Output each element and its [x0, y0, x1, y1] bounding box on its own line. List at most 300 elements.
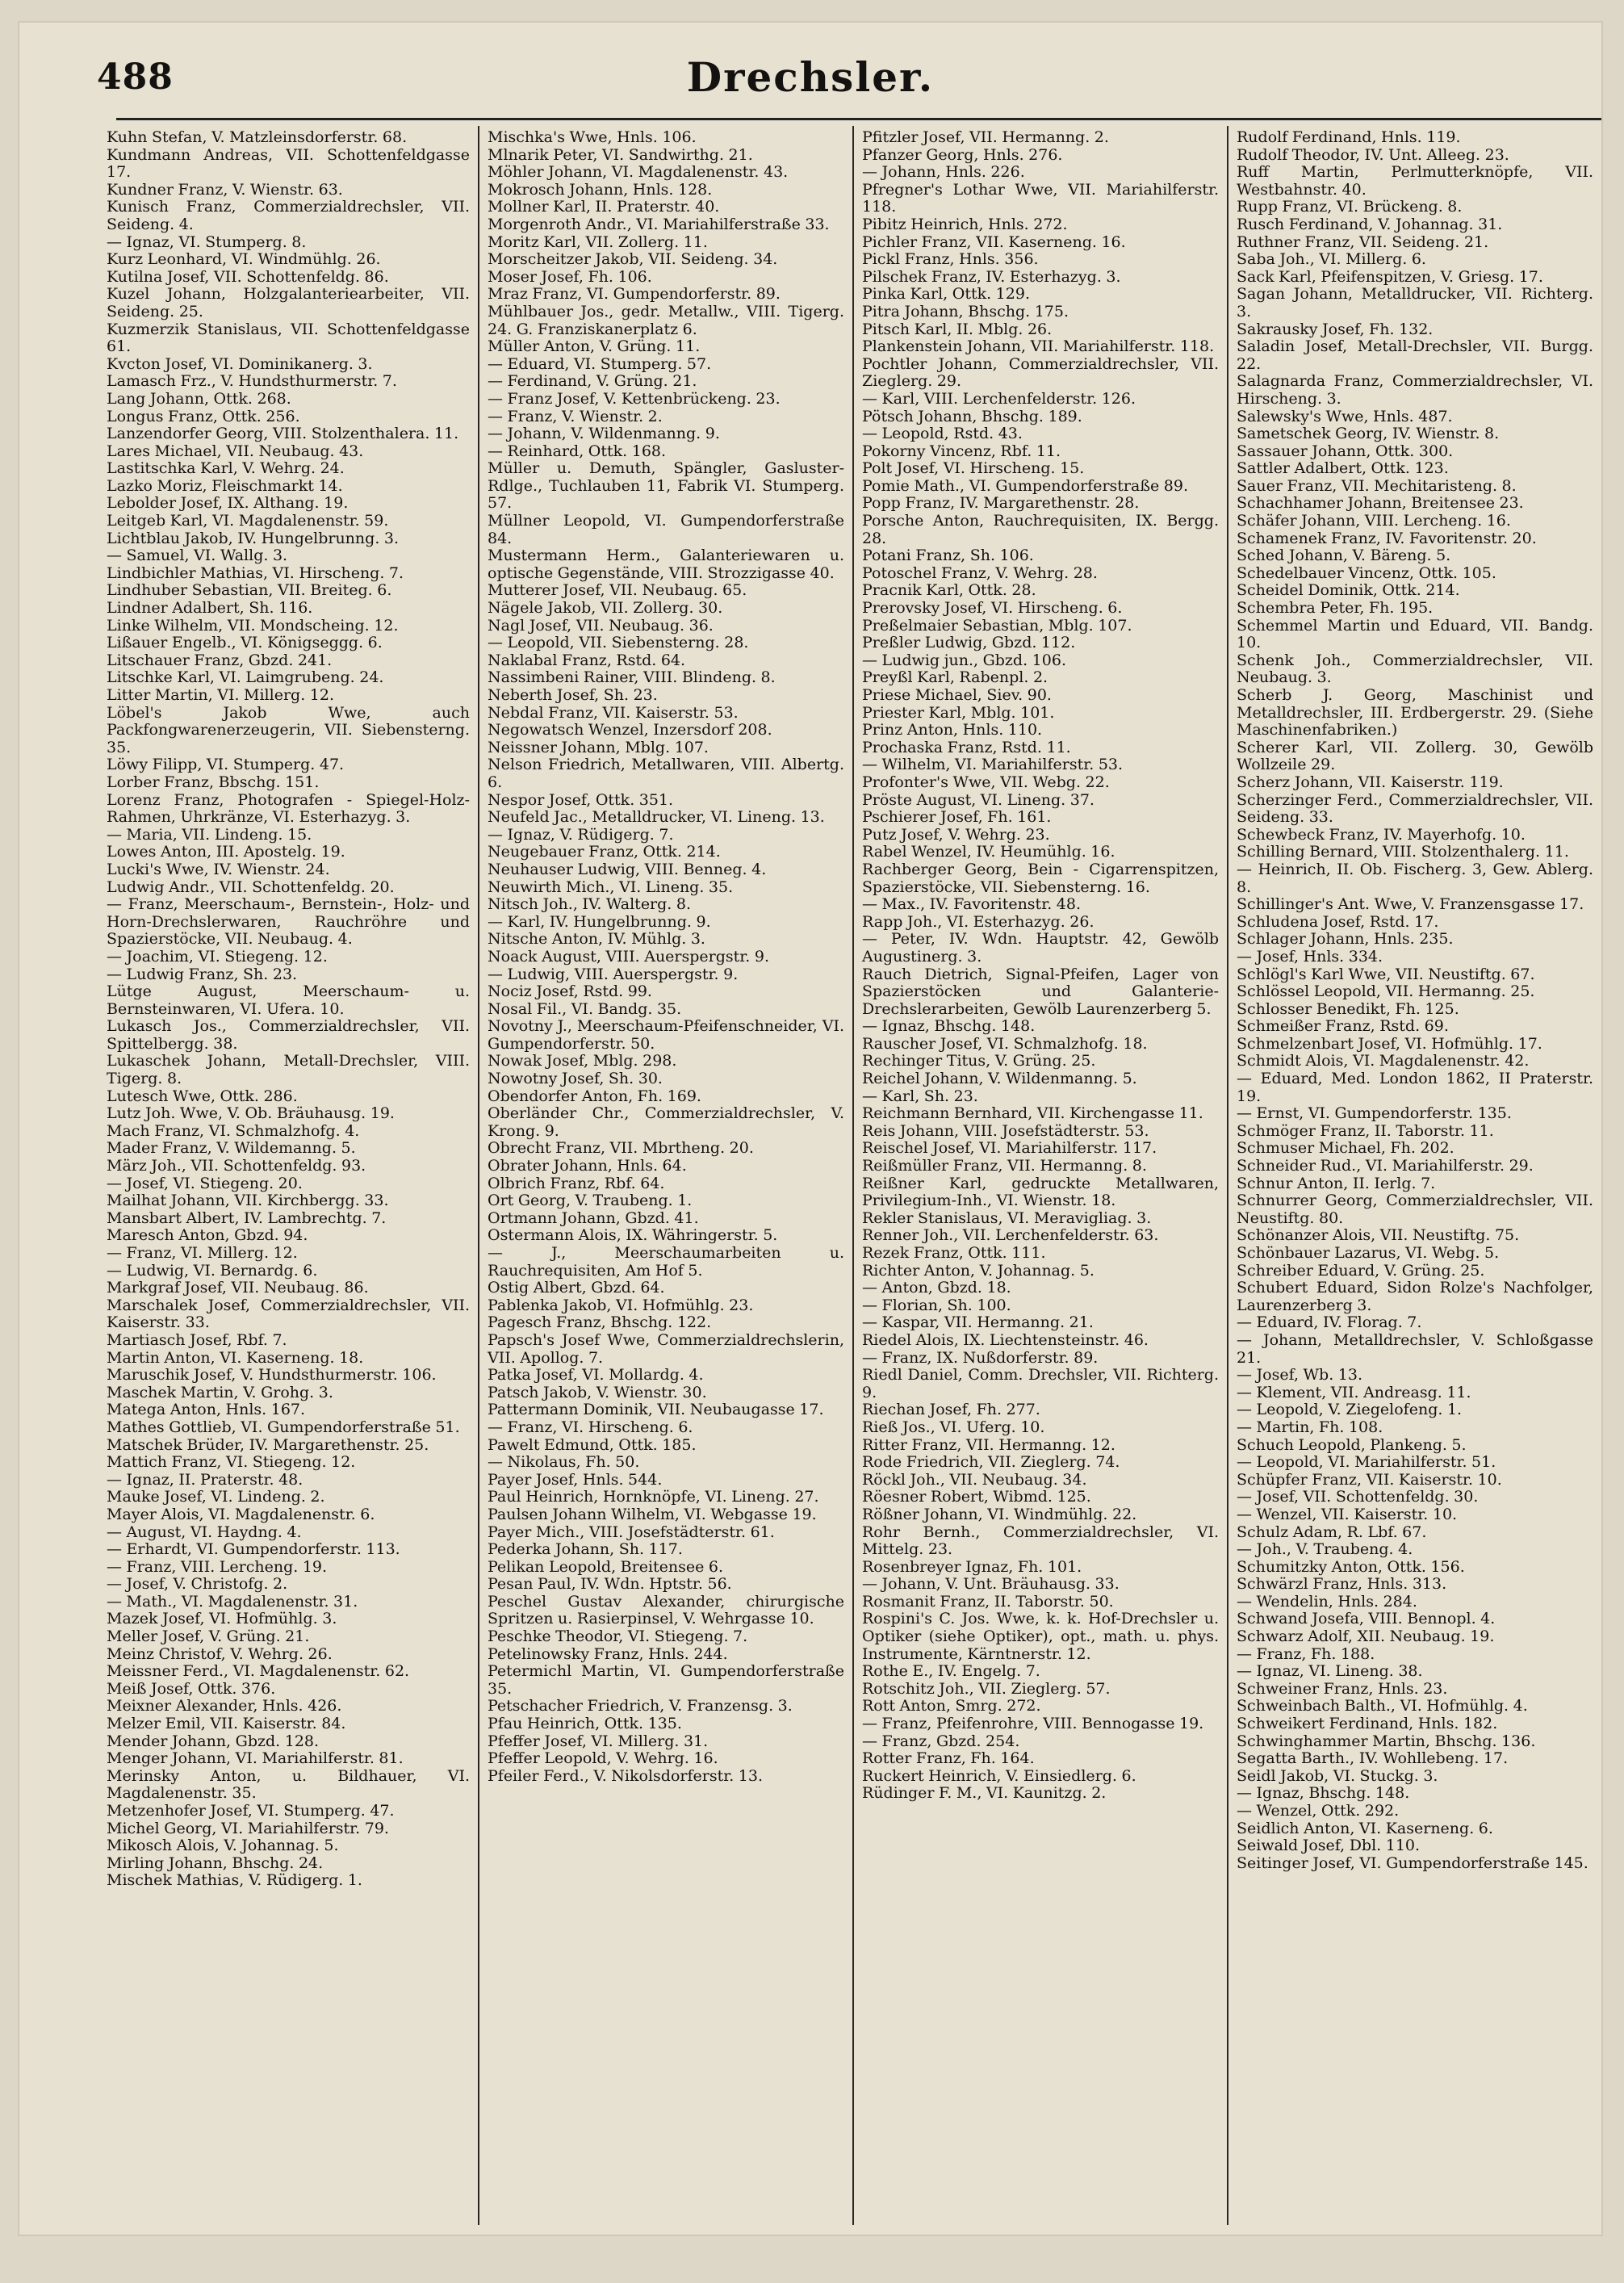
directory-entry: Kutilna Josef, VII. Schottenfeldg. 86.: [107, 267, 389, 286]
directory-entry: — Ludwig jun., Gbzd. 106.: [862, 651, 1066, 669]
directory-entry: — Josef, VII. Schottenfeldg. 30.: [1237, 1488, 1479, 1506]
directory-entry: Pschierer Josef, Fh. 161.: [862, 808, 1052, 827]
directory-entry: — Samuel, VI. Wallg. 3.: [107, 547, 288, 565]
directory-entry: Lang Johann, Ottk. 268.: [107, 389, 291, 408]
directory-entry: Peschke Theodor, VI. Stiegeng. 7.: [488, 1627, 748, 1646]
directory-entry: Mokrosch Johann, Hnls. 128.: [488, 180, 713, 199]
directory-entry: Martiasch Josef, Rbf. 7.: [107, 1330, 287, 1349]
directory-entry: Lütge August, Meerschaum- u. Bernsteinwaren, VI. Ufera. 10.: [107, 982, 470, 1018]
directory-entry: Pelikan Leopold, Breitensee 6.: [488, 1557, 724, 1576]
directory-entry: Schüpfer Franz, VII. Kaiserstr. 10.: [1237, 1470, 1502, 1489]
directory-entry: Pagesch Franz, Bhschg. 122.: [488, 1313, 712, 1332]
directory-entry: Rudolf Theodor, IV. Unt. Alleeg. 23.: [1237, 145, 1509, 164]
directory-entry: Rekler Stanislaus, VI. Meravigliag. 3.: [862, 1209, 1152, 1227]
directory-entry: — Ignaz, V. Rüdigerg. 7.: [488, 825, 674, 844]
directory-entry: Schwinghammer Martin, Bhschg. 136.: [1237, 1732, 1536, 1750]
directory-entry: Meixner Alexander, Hnls. 426.: [107, 1697, 342, 1715]
directory-entry: — Kaspar, VII. Hermanng. 21.: [862, 1313, 1094, 1332]
directory-entry: Kunisch Franz, Commerzialdrechsler, VII. Seideng. 4.: [107, 198, 470, 233]
directory-entry: — Leopold, Rstd. 43.: [862, 425, 1023, 443]
directory-entry: Schweinbach Balth., VI. Hofmühlg. 4.: [1237, 1697, 1528, 1715]
directory-entry: Pötsch Johann, Bhschg. 189.: [862, 407, 1082, 425]
directory-entry: Salagnarda Franz, Commerzialdrechsler, VI. Hirscheng. 3.: [1237, 372, 1593, 408]
directory-entry: Kundmann Andreas, VII. Schottenfeldgasse 17.: [107, 145, 470, 182]
directory-entry: Pfeiler Ferd., V. Nikolsdorferstr. 13.: [488, 1766, 764, 1785]
directory-entry: Sagan Johann, Metalldrucker, VII. Richterg. 3.: [1237, 285, 1593, 320]
directory-entry: Mader Franz, V. Wildemanng. 5.: [107, 1139, 356, 1158]
directory-entry: Pomie Math., VI. Gumpendorferstraße 89.: [862, 476, 1189, 495]
directory-entry: Peschel Gustav Alexander, chirurgische Spritzen u. Rasierpinsel, V. Wehrgasse 10.: [488, 1592, 844, 1628]
directory-entry: Patka Josef, VI. Mollardg. 4.: [488, 1366, 704, 1384]
directory-entry: Mailhat Johann, VII. Kirchbergg. 33.: [107, 1192, 389, 1210]
directory-entry: Nitsche Anton, IV. Mühlg. 3.: [488, 930, 705, 949]
directory-entry: Schmuser Michael, Fh. 202.: [1237, 1139, 1454, 1158]
directory-entry: Obrecht Franz, VII. Mbrtheng. 20.: [488, 1139, 754, 1158]
directory-entry: Moritz Karl, VII. Zollerg. 11.: [488, 232, 708, 251]
directory-entry: — Eduard, IV. Florag. 7.: [1237, 1313, 1422, 1332]
directory-entry: Neufeld Jac., Metalldrucker, VI. Lineng. 13.: [488, 808, 825, 827]
directory-entry: Rapp Joh., VI. Esterhazyg. 26.: [862, 912, 1095, 931]
directory-entry: — Joh., V. Traubeng. 4.: [1237, 1540, 1413, 1559]
directory-entry: Nagl Josef, VII. Neubaug. 36.: [488, 616, 714, 635]
directory-entry: Schwand Josefa, VIII. Bennopl. 4.: [1237, 1610, 1496, 1628]
directory-entry: Meinz Christof, V. Wehrg. 26.: [107, 1644, 333, 1663]
directory-entry: Rieß Jos., VI. Uferg. 10.: [862, 1418, 1045, 1436]
directory-entry: Noack August, VIII. Auerspergstr. 9.: [488, 947, 769, 966]
directory-entry: — Leopold, VII. Siebensterng. 28.: [488, 634, 749, 652]
directory-entry: Mender Johann, Gbzd. 128.: [107, 1732, 320, 1750]
directory-entry: Naklabal Franz, Rstd. 64.: [488, 651, 686, 669]
directory-entry: Mathes Gottlieb, VI. Gumpendorferstraße 51.: [107, 1418, 460, 1436]
directory-entry: — Eduard, Med. London 1862, II Praterstr. 19.: [1237, 1070, 1593, 1105]
directory-entry: Mraz Franz, VI. Gumpendorferstr. 89.: [488, 285, 781, 304]
directory-entry: Nociz Josef, Rstd. 99.: [488, 982, 652, 1001]
directory-entry: Scherzinger Ferd., Commerzialdrechsler, VII. Seideng. 33.: [1237, 790, 1593, 827]
directory-entry: Lindhuber Sebastian, VII. Breiteg. 6.: [107, 581, 392, 600]
directory-entry: Lamasch Frz., V. Hundsthurmerstr. 7.: [107, 372, 397, 391]
directory-entry: Schmöger Franz, II. Taborstr. 11.: [1237, 1121, 1494, 1140]
directory-entry: — Franz, VI. Hirscheng. 6.: [488, 1418, 693, 1436]
directory-entry: Sassauer Johann, Ottk. 300.: [1237, 442, 1454, 460]
directory-entry: Möhler Johann, VI. Magdalenenstr. 43.: [488, 163, 789, 182]
directory-entry: Martin Anton, VI. Kaserneng. 18.: [107, 1348, 364, 1367]
directory-entry: Mischka's Wwe, Hnls. 106.: [488, 128, 697, 146]
directory-entry: — Franz, VIII. Lercheng. 19.: [107, 1557, 328, 1576]
directory-page: [19, 23, 1601, 2235]
directory-entry: — Franz, Meerschaum-, Bernstein-, Holz- und Horn-Drechslerwaren, Rauchröhre und Spazierstöcke, VII. Neubaug. 4.: [107, 895, 470, 949]
directory-entry: Scheidel Dominik, Ottk. 214.: [1237, 581, 1460, 600]
directory-entry: Seidlich Anton, VI. Kaserneng. 6.: [1237, 1819, 1493, 1837]
directory-entry: Lastitschka Karl, V. Wehrg. 24.: [107, 459, 345, 478]
directory-entry: Ostermann Alois, IX. Währingerstr. 5.: [488, 1226, 778, 1245]
directory-entry: Petermichl Martin, VI. Gumpendorferstraße 35.: [488, 1662, 844, 1698]
directory-entry: Ruff Martin, Perlmutterknöpfe, VII. Westbahnstr. 40.: [1237, 163, 1593, 199]
directory-entry: Kundner Franz, V. Wienstr. 63.: [107, 180, 343, 199]
directory-entry: Schamenek Franz, IV. Favoritenstr. 20.: [1237, 529, 1537, 547]
directory-entry: Mlnarik Peter, VI. Sandwirthg. 21.: [488, 145, 753, 164]
directory-entry: Rospini's C. Jos. Wwe, k. k. Hof-Drechsler u. Optiker (siehe Optiker), opt., math. u. phys. Instrumente, Kärntnerstr. 12.: [862, 1610, 1219, 1663]
directory-entry: Neugebauer Franz, Ottk. 214.: [488, 843, 721, 861]
directory-entry: — Franz, Pfeifenrohre, VIII. Bennogasse 19.: [862, 1715, 1204, 1733]
directory-entry: — Franz, IX. Nußdorferstr. 89.: [862, 1348, 1099, 1367]
directory-entry: Preßelmaier Sebastian, Mblg. 107.: [862, 616, 1132, 635]
directory-entry: Ostig Albert, Gbzd. 64.: [488, 1279, 665, 1297]
directory-entry: Schmidt Alois, VI. Magdalenenstr. 42.: [1237, 1052, 1530, 1070]
directory-entry: Putz Josef, V. Wehrg. 23.: [862, 825, 1050, 844]
directory-entry: Seiwald Josef, Dbl. 110.: [1237, 1837, 1421, 1855]
directory-entry: Neberth Josef, Sh. 23.: [488, 686, 658, 704]
directory-entry: Kurz Leonhard, VI. Windmühlg. 26.: [107, 250, 381, 269]
directory-entry: Sametschek Georg, IV. Wienstr. 8.: [1237, 425, 1500, 443]
directory-entry: — Joachim, VI. Stiegeng. 12.: [107, 947, 328, 966]
directory-entry: Ort Georg, V. Traubeng. 1.: [488, 1192, 693, 1210]
directory-entry: — Wenzel, Ottk. 292.: [1237, 1802, 1400, 1820]
directory-entry: Kuzmerzik Stanislaus, VII. Schottenfeldgasse 61.: [107, 320, 470, 356]
directory-entry: Lorber Franz, Bbschg. 151.: [107, 773, 320, 791]
directory-entry: — Math., VI. Magdalenenstr. 31.: [107, 1592, 358, 1611]
directory-entry: Longus Franz, Ottk. 256.: [107, 407, 300, 425]
directory-entry: Schillinger's Ant. Wwe, V. Franzensgasse 17.: [1237, 895, 1584, 914]
directory-entry: Pablenka Jakob, VI. Hofmühlg. 23.: [488, 1296, 754, 1314]
directory-entry: Schönbauer Lazarus, VI. Webg. 5.: [1237, 1244, 1500, 1262]
directory-entry: Menger Johann, VI. Mariahilferstr. 81.: [107, 1749, 404, 1768]
directory-entry: Rudolf Ferdinand, Hnls. 119.: [1237, 128, 1461, 146]
directory-entry: — Anton, Gbzd. 18.: [862, 1279, 1011, 1297]
directory-entry: Pochtler Johann, Commerzialdrechsler, VII. Zieglerg. 29.: [862, 354, 1219, 391]
column-1: [103, 126, 478, 2225]
page-title: Drechsler.: [686, 53, 935, 101]
directory-entry: Nebdal Franz, VII. Kaiserstr. 53.: [488, 703, 739, 722]
directory-entry: Mach Franz, VI. Schmalzhofg. 4.: [107, 1121, 360, 1140]
directory-entry: Pederka Johann, Sh. 117.: [488, 1540, 683, 1559]
directory-entry: Seidl Jakob, VI. Stuckg. 3.: [1237, 1766, 1438, 1785]
directory-entry: Matega Anton, Hnls. 167.: [107, 1401, 306, 1419]
directory-entry: — Wilhelm, VI. Mariahilferstr. 53.: [862, 756, 1124, 774]
directory-entry: Schuch Leopold, Plankeng. 5.: [1237, 1435, 1467, 1454]
directory-entry: Lucki's Wwe, IV. Wienstr. 24.: [107, 860, 330, 878]
directory-entry: Litter Martin, VI. Millerg. 12.: [107, 686, 334, 704]
directory-entry: Pitra Johann, Bhschg. 175.: [862, 302, 1069, 320]
directory-entry: Sattler Adalbert, Ottk. 123.: [1237, 459, 1449, 478]
directory-entry: — Reinhard, Ottk. 168.: [488, 442, 667, 460]
column-3: [852, 126, 1227, 2225]
directory-entry: Pawelt Edmund, Ottk. 185.: [488, 1435, 697, 1454]
directory-entry: — Franz, Gbzd. 254.: [862, 1732, 1020, 1750]
directory-entry: Prerovsky Josef, VI. Hirscheng. 6.: [862, 599, 1123, 618]
directory-entry: Neuwirth Mich., VI. Lineng. 35.: [488, 878, 734, 896]
directory-entry: Sched Johann, V. Bäreng. 5.: [1237, 547, 1451, 565]
directory-entry: Nelson Friedrich, Metallwaren, VIII. Albertg. 6.: [488, 756, 844, 791]
directory-entry: Olbrich Franz, Rbf. 64.: [488, 1174, 665, 1192]
directory-entry: Pesan Paul, IV. Wdn. Hptstr. 56.: [488, 1575, 732, 1594]
directory-entry: Löwy Filipp, VI. Stumperg. 47.: [107, 756, 345, 774]
directory-entry: — Klement, VII. Andreasg. 11.: [1237, 1383, 1471, 1401]
directory-entry: Lanzendorfer Georg, VIII. Stolzenthalera. 11.: [107, 425, 459, 443]
directory-entry: — Ignaz, VI. Stumperg. 8.: [107, 232, 307, 251]
directory-entry: — August, VI. Haydng. 4.: [107, 1523, 302, 1541]
directory-entry: Mansbart Albert, IV. Lambrechtg. 7.: [107, 1209, 387, 1227]
directory-entry: — Nikolaus, Fh. 50.: [488, 1453, 640, 1472]
directory-entry: Litschke Karl, VI. Laimgrubeng. 24.: [107, 668, 384, 687]
directory-entry: Schulz Adam, R. Lbf. 67.: [1237, 1523, 1427, 1541]
directory-entry: Schlössel Leopold, VII. Hermanng. 25.: [1237, 982, 1535, 1001]
directory-entry: Rusch Ferdinand, V. Johannag. 31.: [1237, 215, 1503, 233]
directory-entry: Scherb J. Georg, Maschinist und Metalldrechsler, III. Erdbergerstr. 29. (Siehe Maschinenfabriken.): [1237, 686, 1593, 739]
directory-entry: — Franz, Fh. 188.: [1237, 1644, 1375, 1663]
directory-entry: Rosmanit Franz, II. Taborstr. 50.: [862, 1592, 1114, 1611]
directory-entry: Kuhn Stefan, V. Matzleinsdorferstr. 68.: [107, 128, 408, 146]
directory-entry: Schludena Josef, Rstd. 17.: [1237, 912, 1439, 931]
directory-entry: Maschek Martin, V. Grohg. 3.: [107, 1383, 333, 1401]
directory-entry: — Johann, V. Wildenmanng. 9.: [488, 425, 720, 443]
directory-entry: — Ferdinand, V. Grüng. 21.: [488, 372, 697, 391]
directory-entry: Lutz Joh. Wwe, V. Ob. Bräuhausg. 19.: [107, 1104, 395, 1123]
directory-entry: — Erhardt, VI. Gumpendorferstr. 113.: [107, 1540, 400, 1559]
directory-entry: Neuhauser Ludwig, VIII. Benneg. 4.: [488, 860, 767, 878]
directory-entry: Pattermann Dominik, VII. Neubaugasse 17.: [488, 1401, 824, 1419]
directory-entry: — Johann, Metalldrechsler, V. Schloßgasse 21.: [1237, 1330, 1593, 1367]
directory-entry: — Ludwig, VI. Bernardg. 6.: [107, 1261, 318, 1280]
directory-entry: Payer Mich., VIII. Josefstädterstr. 61.: [488, 1523, 775, 1541]
directory-entry: Rachberger Georg, Bein - Cigarrenspitzen, Spazierstöcke, VII. Siebensterng. 16.: [862, 860, 1219, 896]
directory-entry: — Franz, V. Wienstr. 2.: [488, 407, 663, 425]
directory-entry: Reischel Josef, VI. Mariahilferstr. 117.: [862, 1139, 1157, 1158]
directory-entry: Sack Karl, Pfeifenspitzen, V. Griesg. 17.: [1237, 267, 1543, 286]
directory-entry: — Josef, Wb. 13.: [1237, 1366, 1363, 1384]
directory-entry: Lindner Adalbert, Sh. 116.: [107, 599, 313, 618]
directory-entry: Saladin Josef, Metall-Drechsler, VII. Burgg. 22.: [1237, 337, 1593, 373]
directory-entry: — Maria, VII. Lindeng. 15.: [107, 825, 312, 844]
directory-entry: Schemmel Martin und Eduard, VII. Bandg. 10.: [1237, 616, 1593, 652]
directory-entry: Lißauer Engelb., VI. Königseggg. 6.: [107, 634, 383, 652]
directory-entry: Rauscher Josef, VI. Schmalzhofg. 18.: [862, 1034, 1148, 1053]
directory-entry: Ritter Franz, VII. Hermanng. 12.: [862, 1435, 1115, 1454]
directory-entry: Plankenstein Johann, VII. Mariahilferstr. 118.: [862, 337, 1215, 356]
directory-entry: Papsch's Josef Wwe, Commerzialdrechslerin, VII. Apollog. 7.: [488, 1330, 844, 1367]
directory-entry: Lebolder Josef, IX. Althang. 19.: [107, 494, 349, 513]
directory-entry: Reichel Johann, V. Wildenmanng. 5.: [862, 1070, 1137, 1088]
directory-entry: — Martin, Fh. 108.: [1237, 1418, 1383, 1436]
directory-entry: Rüdinger F. M., VI. Kaunitzg. 2.: [862, 1784, 1107, 1803]
directory-entry: Schweikert Ferdinand, Hnls. 182.: [1237, 1715, 1498, 1733]
directory-entry: Pitsch Karl, II. Mblg. 26.: [862, 320, 1053, 338]
directory-entry: Meissner Ferd., VI. Magdalenenstr. 62.: [107, 1662, 410, 1681]
directory-entry: Preyßl Karl, Rabenpl. 2.: [862, 668, 1048, 687]
directory-entry: — Ernst, VI. Gumpendorferstr. 135.: [1237, 1104, 1512, 1123]
directory-entry: Pickl Franz, Hnls. 356.: [862, 250, 1039, 269]
directory-entry: Schwärzl Franz, Hnls. 313.: [1237, 1575, 1447, 1594]
directory-entry: Pfau Heinrich, Ottk. 135.: [488, 1715, 682, 1733]
directory-entry: Rosenbreyer Ignaz, Fh. 101.: [862, 1557, 1082, 1576]
directory-entry: Schembra Peter, Fh. 195.: [1237, 599, 1434, 618]
directory-entry: Petschacher Friedrich, V. Franzensg. 3.: [488, 1697, 793, 1715]
directory-entry: Rößner Johann, VI. Windmühlg. 22.: [862, 1505, 1137, 1523]
directory-entry: Neissner Johann, Mblg. 107.: [488, 738, 709, 756]
directory-entry: Litschauer Franz, Gbzd. 241.: [107, 651, 333, 669]
directory-entry: Paulsen Johann Wilhelm, VI. Webgasse 19.: [488, 1505, 817, 1523]
directory-entry: — Johann, Hnls. 226.: [862, 163, 1025, 182]
directory-entry: Schweiner Franz, Hnls. 23.: [1237, 1679, 1448, 1698]
directory-entry: Rotter Franz, Fh. 164.: [862, 1749, 1035, 1768]
directory-entry: Preßler Ludwig, Gbzd. 112.: [862, 634, 1076, 652]
directory-entry: — Franz Josef, V. Kettenbrückeng. 23.: [488, 389, 781, 408]
directory-entry: Meiß Josef, Ottk. 376.: [107, 1679, 276, 1698]
directory-entry: Pinka Karl, Ottk. 129.: [862, 285, 1030, 304]
directory-entry: Ortmann Johann, Gbzd. 41.: [488, 1209, 699, 1227]
directory-entry: Mattich Franz, VI. Stiegeng. 12.: [107, 1453, 356, 1472]
directory-entry: — Josef, Hnls. 334.: [1237, 947, 1383, 966]
directory-entry: Rothe E., IV. Engelg. 7.: [862, 1662, 1040, 1681]
directory-entry: Marschalek Josef, Commerzialdrechsler, VII. Kaiserstr. 33.: [107, 1296, 470, 1332]
directory-entry: Rott Anton, Smrg. 272.: [862, 1697, 1041, 1715]
directory-entry: Mollner Karl, II. Praterstr. 40.: [488, 198, 720, 216]
directory-entry: Schneider Rud., VI. Mariahilferstr. 29.: [1237, 1157, 1534, 1175]
directory-entry: Morgenroth Andr., VI. Mariahilferstraße 33.: [488, 215, 830, 233]
directory-entry: Schnur Anton, II. Ierlg. 7.: [1237, 1174, 1436, 1192]
directory-entry: Leitgeb Karl, VI. Magdalenenstr. 59.: [107, 512, 389, 530]
directory-entry: Sakrausky Josef, Fh. 132.: [1237, 320, 1434, 338]
directory-entry: Lutesch Wwe, Ottk. 286.: [107, 1087, 298, 1105]
directory-columns: [103, 126, 1601, 2225]
directory-entry: Lichtblau Jakob, IV. Hungelbrunng. 3.: [107, 529, 400, 547]
directory-entry: Mazek Josef, VI. Hofmühlg. 3.: [107, 1610, 337, 1628]
directory-entry: Schlögl's Karl Wwe, VII. Neustiftg. 67.: [1237, 965, 1535, 983]
directory-entry: — J., Meerschaumarbeiten u. Rauchrequisiten, Am Hof 5.: [488, 1244, 844, 1280]
directory-entry: — Peter, IV. Wdn. Hauptstr. 42, Gewölb Augustinerg. 3.: [862, 930, 1219, 966]
directory-entry: — Heinrich, II. Ob. Fischerg. 3, Gew. Ablerg. 8.: [1237, 860, 1593, 896]
directory-entry: Linke Wilhelm, VII. Mondscheing. 12.: [107, 616, 399, 635]
directory-entry: Müllner Leopold, VI. Gumpendorferstraße 84.: [488, 512, 844, 547]
directory-entry: Maresch Anton, Gbzd. 94.: [107, 1226, 308, 1245]
directory-entry: Michel Georg, VI. Mariahilferstr. 79.: [107, 1819, 389, 1837]
directory-entry: Lukasch Jos., Commerzialdrechsler, VII. Spittelbergg. 38.: [107, 1017, 470, 1053]
directory-entry: Priester Karl, Mblg. 101.: [862, 703, 1055, 722]
directory-entry: Lindbichler Mathias, VI. Hirscheng. 7.: [107, 563, 404, 582]
directory-entry: Schnurrer Georg, Commerzialdrechsler, VII. Neustiftg. 80.: [1237, 1192, 1593, 1227]
directory-entry: Riedl Daniel, Comm. Drechsler, VII. Richterg. 9.: [862, 1366, 1219, 1401]
directory-entry: Prochaska Franz, Rstd. 11.: [862, 738, 1071, 756]
directory-entry: Schedelbauer Vincenz, Ottk. 105.: [1237, 563, 1496, 582]
directory-entry: Potoschel Franz, V. Wehrg. 28.: [862, 563, 1098, 582]
directory-entry: Markgraf Josef, VII. Neubaug. 86.: [107, 1279, 369, 1297]
directory-entry: Porsche Anton, Rauchrequisiten, IX. Bergg. 28.: [862, 512, 1219, 547]
directory-entry: Polt Josef, VI. Hirscheng. 15.: [862, 459, 1085, 478]
directory-entry: Schäfer Johann, VIII. Lercheng. 16.: [1237, 512, 1511, 530]
directory-entry: Pibitz Heinrich, Hnls. 272.: [862, 215, 1068, 233]
directory-entry: Pilschek Franz, IV. Esterhazyg. 3.: [862, 267, 1121, 286]
directory-entry: Rechinger Titus, V. Grüng. 25.: [862, 1052, 1096, 1070]
directory-entry: — Wenzel, VII. Kaiserstr. 10.: [1237, 1505, 1458, 1523]
directory-entry: Kuzel Johann, Holzgalanteriearbeiter, VII. Seideng. 25.: [107, 285, 470, 320]
directory-entry: Rupp Franz, VI. Brückeng. 8.: [1237, 198, 1463, 216]
directory-entry: Saba Joh., VI. Millerg. 6.: [1237, 250, 1426, 269]
directory-entry: Rohr Bernh., Commerzialdrechsler, VI. Mittelg. 23.: [862, 1523, 1219, 1559]
directory-entry: Paul Heinrich, Hornknöpfe, VI. Lineng. 27.: [488, 1488, 819, 1506]
directory-entry: Schmeißer Franz, Rstd. 69.: [1237, 1017, 1449, 1036]
directory-entry: Nespor Josef, Ottk. 351.: [488, 790, 674, 809]
directory-entry: Reißner Karl, gedruckte Metallwaren, Privilegium-Inh., VI. Wienstr. 18.: [862, 1174, 1219, 1210]
directory-entry: — Josef, V. Christofg. 2.: [107, 1575, 288, 1594]
directory-entry: Riedel Alois, IX. Liechtensteinstr. 46.: [862, 1330, 1149, 1349]
directory-entry: Schumitzky Anton, Ottk. 156.: [1237, 1557, 1465, 1576]
directory-entry: Mirling Johann, Bhschg. 24.: [107, 1854, 324, 1872]
directory-entry: Melzer Emil, VII. Kaiserstr. 84.: [107, 1715, 346, 1733]
header-rule: [116, 118, 1601, 120]
directory-entry: Pfitzler Josef, VII. Hermanng. 2.: [862, 128, 1109, 146]
directory-entry: Löbel's Jakob Wwe, auch Packfongwarenerzeugerin, VII. Siebensterng. 35.: [107, 703, 470, 756]
directory-entry: Schachhamer Johann, Breitensee 23.: [1237, 494, 1524, 513]
directory-entry: Pfeffer Leopold, V. Wehrg. 16.: [488, 1749, 718, 1768]
directory-entry: — Ludwig, VIII. Auerspergstr. 9.: [488, 965, 739, 983]
directory-entry: Schönanzer Alois, VII. Neustiftg. 75.: [1237, 1226, 1520, 1245]
page-number: 488: [97, 57, 174, 98]
directory-entry: Metzenhofer Josef, VI. Stumperg. 47.: [107, 1802, 395, 1820]
directory-entry: Lares Michael, VII. Neubaug. 43.: [107, 442, 364, 460]
directory-entry: Riechan Josef, Fh. 277.: [862, 1401, 1040, 1419]
directory-entry: Reichmann Bernhard, VII. Kirchengasse 11.: [862, 1104, 1203, 1123]
directory-entry: Pfanzer Georg, Hnls. 276.: [862, 145, 1063, 164]
directory-entry: Schlosser Benedikt, Fh. 125.: [1237, 999, 1459, 1018]
directory-entry: Rode Friedrich, VII. Zieglerg. 74.: [862, 1453, 1120, 1472]
directory-entry: Schewbeck Franz, IV. Mayerhofg. 10.: [1237, 825, 1526, 844]
directory-entry: Seitinger Josef, VI. Gumpendorferstraße 145.: [1237, 1854, 1588, 1872]
directory-entry: Sauer Franz, VII. Mechitaristeng. 8.: [1237, 476, 1517, 495]
directory-entry: Moser Josef, Fh. 106.: [488, 267, 652, 286]
directory-entry: Schenk Joh., Commerzialdrechsler, VII. Neubaug. 3.: [1237, 651, 1593, 687]
directory-entry: Popp Franz, IV. Margarethenstr. 28.: [862, 494, 1140, 513]
directory-entry: Lukaschek Johann, Metall-Drechsler, VIII. Tigerg. 8.: [107, 1052, 470, 1088]
directory-entry: Schwarz Adolf, XII. Neubaug. 19.: [1237, 1627, 1495, 1646]
directory-entry: Mischek Mathias, V. Rüdigerg. 1.: [107, 1871, 362, 1890]
directory-entry: Nowotny Josef, Sh. 30.: [488, 1070, 663, 1088]
directory-entry: — Leopold, VI. Mariahilferstr. 51.: [1237, 1453, 1496, 1472]
directory-entry: — Ludwig Franz, Sh. 23.: [107, 965, 298, 983]
directory-entry: Lazko Moriz, Fleischmarkt 14.: [107, 476, 343, 495]
directory-entry: Lowes Anton, III. Apostelg. 19.: [107, 843, 345, 861]
directory-entry: Mayer Alois, VI. Magdalenenstr. 6.: [107, 1505, 375, 1523]
directory-entry: — Josef, VI. Stiegeng. 20.: [107, 1174, 303, 1192]
directory-entry: — Leopold, V. Ziegelofeng. 1.: [1237, 1401, 1463, 1419]
directory-entry: Pracnik Karl, Ottk. 28.: [862, 581, 1036, 600]
directory-entry: — Karl, Sh. 23.: [862, 1087, 978, 1105]
directory-entry: Schreiber Eduard, V. Grüng. 25.: [1237, 1261, 1485, 1280]
directory-entry: Reißmüller Franz, VII. Hermanng. 8.: [862, 1157, 1147, 1175]
directory-entry: Lorenz Franz, Photografen - Spiegel-Holz-Rahmen, Uhrkränze, VI. Esterhazyg. 3.: [107, 790, 470, 827]
directory-entry: Schlager Johann, Hnls. 235.: [1237, 930, 1454, 949]
directory-entry: Nassimbeni Rainer, VIII. Blindeng. 8.: [488, 668, 776, 687]
directory-entry: Oberländer Chr., Commerzialdrechsler, V. Krong. 9.: [488, 1104, 844, 1140]
directory-entry: Pokorny Vincenz, Rbf. 11.: [862, 442, 1061, 460]
directory-entry: Pröste August, VI. Lineng. 37.: [862, 790, 1095, 809]
directory-entry: Payer Josef, Hnls. 544.: [488, 1470, 663, 1489]
directory-entry: Ludwig Andr., VII. Schottenfeldg. 20.: [107, 878, 395, 896]
directory-entry: Prinz Anton, Hnls. 110.: [862, 721, 1043, 739]
directory-entry: Müller u. Demuth, Spängler, Gasluster-Rdlge., Tuchlauben 11, Fabrik VI. Stumperg. 57.: [488, 459, 844, 513]
directory-entry: Röckl Joh., VII. Neubaug. 34.: [862, 1470, 1087, 1489]
directory-entry: Matschek Brüder, IV. Margarethenstr. 25.: [107, 1435, 429, 1454]
directory-entry: Maruschik Josef, V. Hundsthurmerstr. 106.: [107, 1366, 437, 1384]
directory-entry: Mikosch Alois, V. Johannag. 5.: [107, 1837, 339, 1855]
directory-entry: Obrater Johann, Hnls. 64.: [488, 1157, 687, 1175]
directory-entry: — Ignaz, Bhschg. 148.: [1237, 1784, 1410, 1803]
directory-entry: Nägele Jakob, VII. Zollerg. 30.: [488, 599, 723, 618]
directory-entry: Rabel Wenzel, IV. Heumühlg. 16.: [862, 843, 1115, 861]
directory-entry: Meller Josef, V. Grüng. 21.: [107, 1627, 310, 1646]
directory-entry: — Ignaz, VI. Lineng. 38.: [1237, 1662, 1423, 1681]
directory-entry: Petelinowsky Franz, Hnls. 244.: [488, 1644, 728, 1663]
page-header: [19, 23, 1601, 119]
directory-entry: Scherz Johann, VII. Kaiserstr. 119.: [1237, 773, 1504, 791]
